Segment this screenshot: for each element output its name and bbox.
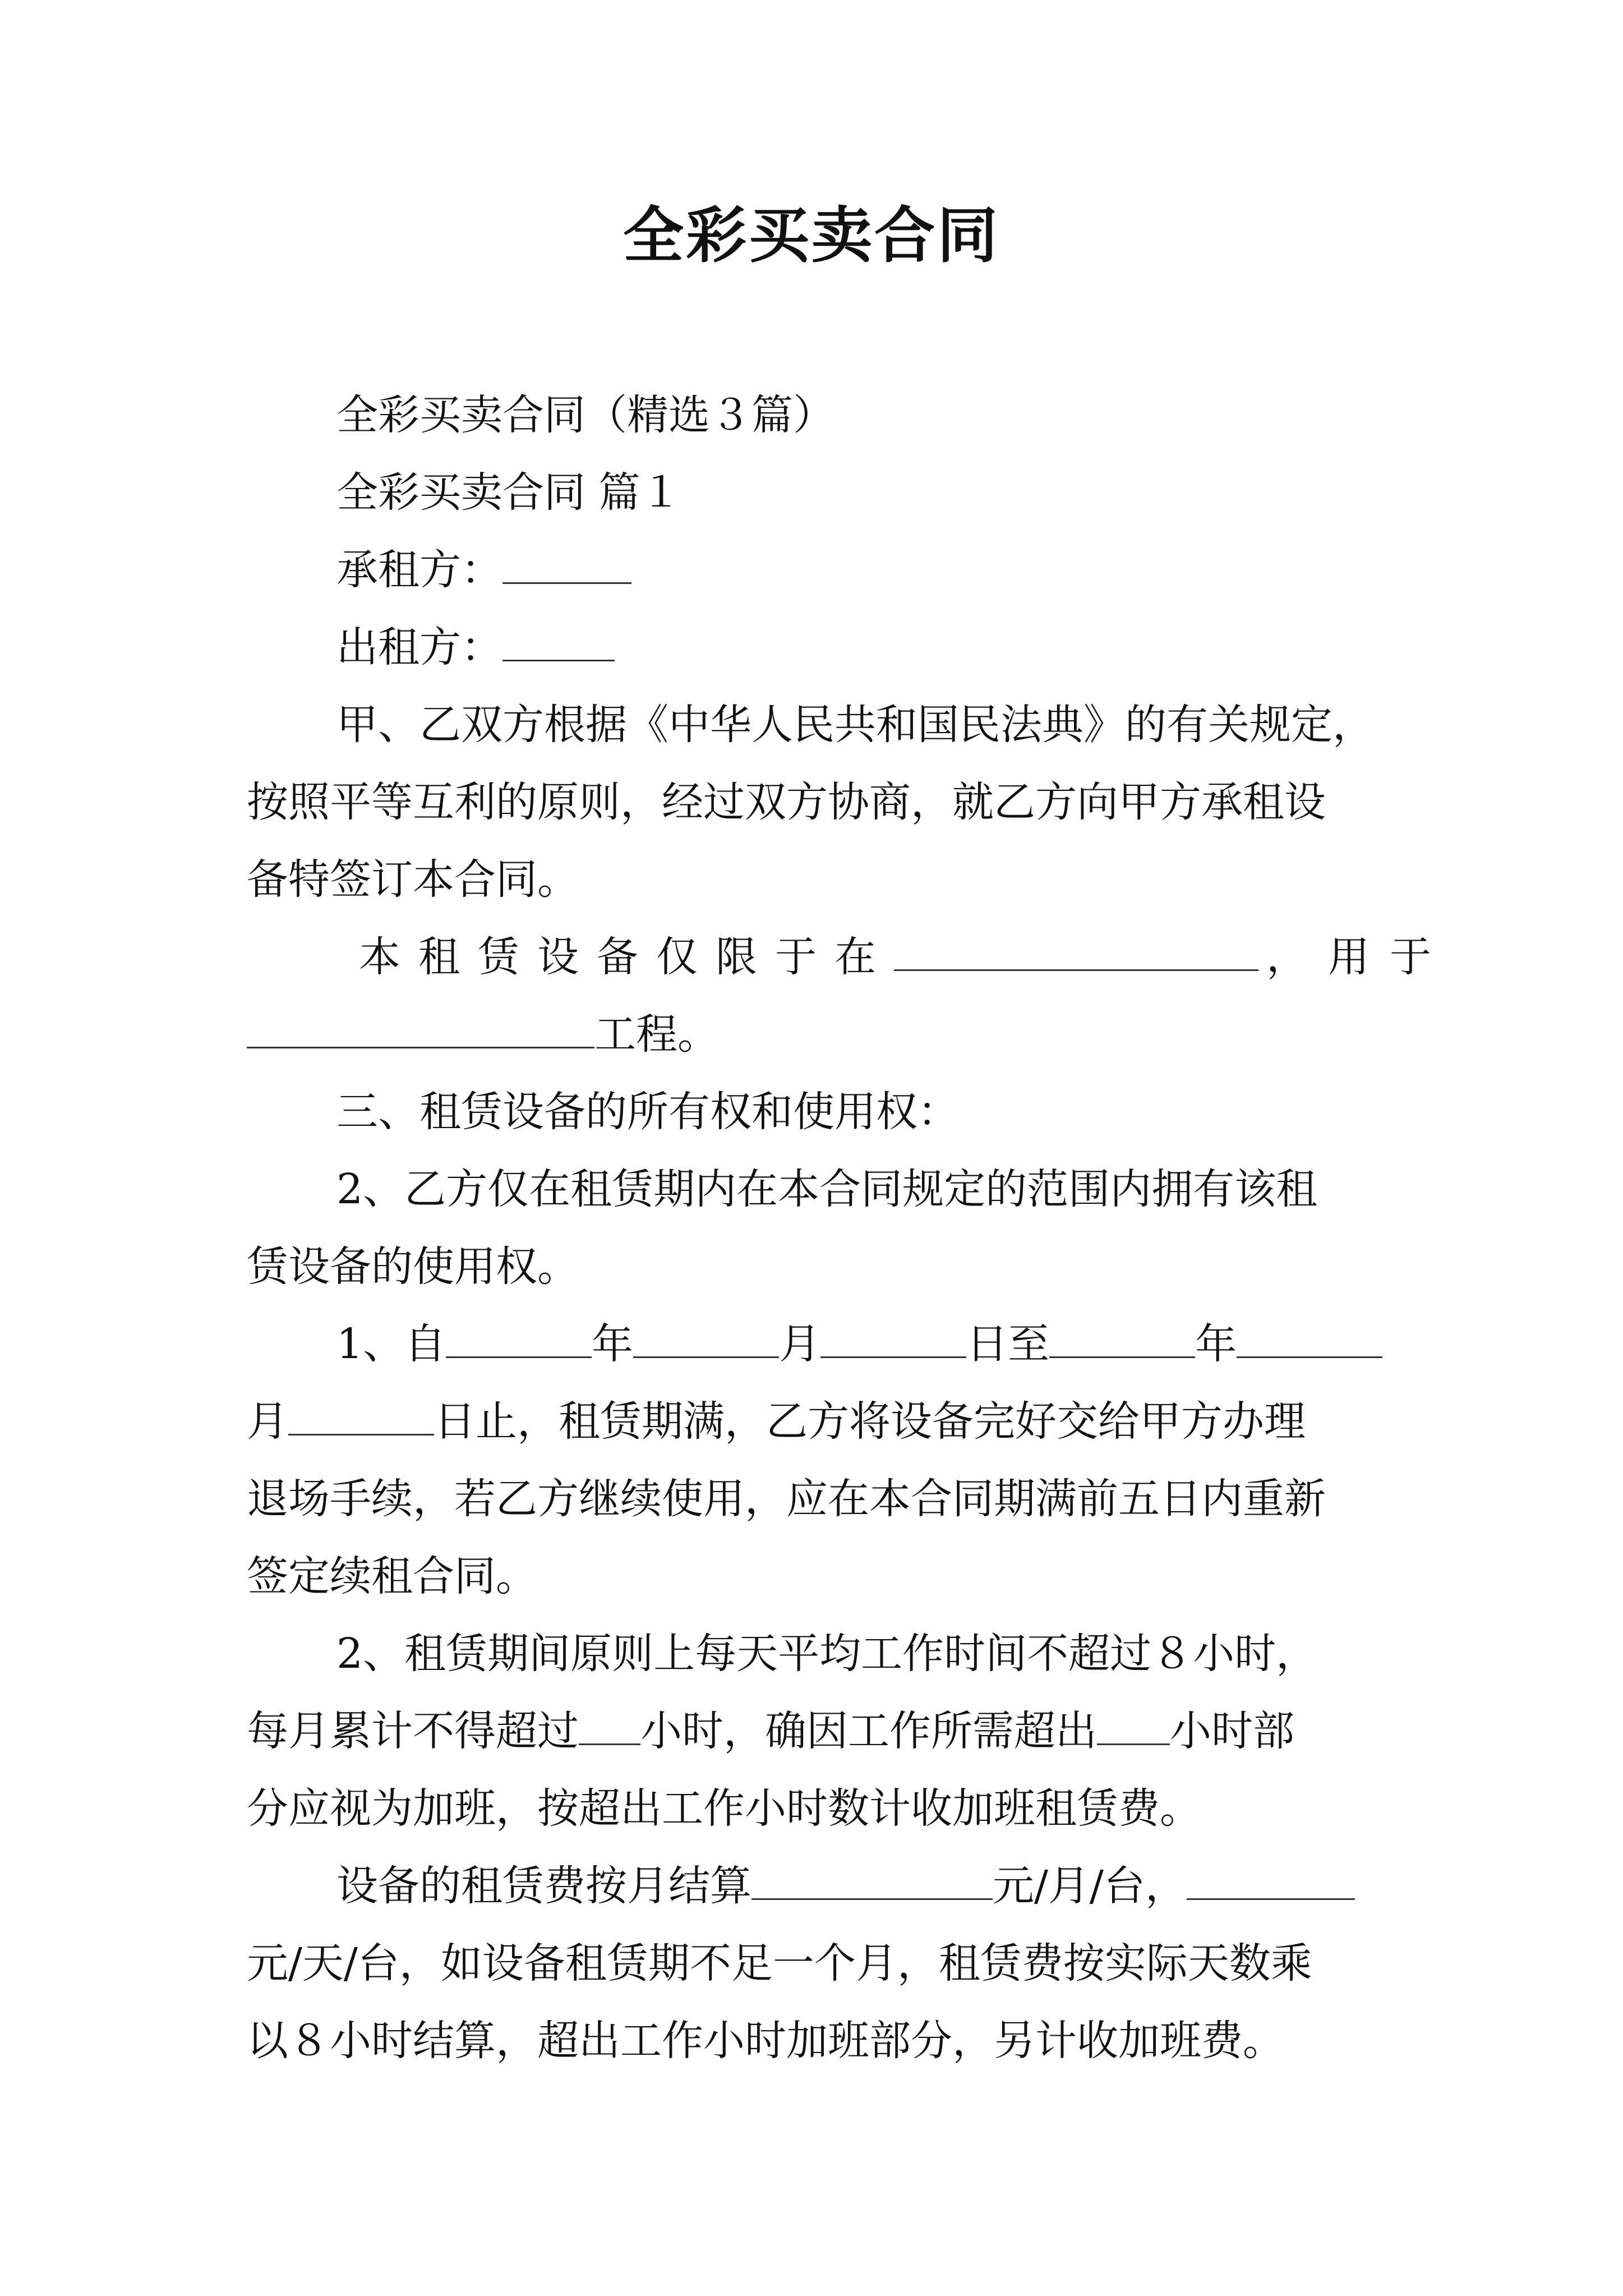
lessor-label: 出租方： (336, 623, 502, 671)
document-title: 全彩买卖合同 (623, 200, 1000, 271)
text-segment: 按照平等互利的原则，经过双方协商，就乙方向甲方承租设 (247, 778, 1326, 826)
text-segment: 全彩买卖合同（精选３篇） (336, 391, 834, 439)
text-segment: 2、乙方仅在租赁期内在本合同规定的范围内拥有该租 (336, 1165, 1318, 1213)
section-heading-part1 (336, 464, 682, 521)
lessee-line (336, 542, 631, 598)
text-segment: 以８小时结算，超出工作小时加班部分，另计收加班费。 (247, 2017, 1284, 2065)
monthly-fee-blank (751, 1861, 993, 1900)
paragraph-line (247, 1780, 1201, 1837)
text-segment: 退场手续，若乙方继续使用，应在本合同期满前五日内重新 (247, 1475, 1326, 1523)
text-segment: 分应视为加班，按超出工作小时数计收加班租赁费。 (247, 1784, 1201, 1833)
paragraph-line (247, 1239, 579, 1295)
text-segment: 三、租赁设备的所有权和使用权： (336, 1088, 959, 1136)
text-segment: 全彩买卖合同 篇１ (336, 468, 682, 517)
text-segment: 月 (779, 1320, 821, 1368)
text-segment: 设备的租赁费按月结算 (336, 1862, 751, 1910)
text-segment: 备特签订本合同。 (247, 855, 579, 904)
lessee-blank (502, 545, 631, 584)
text-segment: 日止，租赁期满，乙方将设备完好交给甲方办理 (434, 1397, 1306, 1446)
text-segment: 每月累计不得超过 (247, 1707, 579, 1755)
lease-period-line (336, 1316, 1382, 1372)
start-day-blank (820, 1319, 966, 1358)
paragraph-line (336, 1161, 1317, 1217)
excess-hours-blank (1097, 1706, 1170, 1745)
paragraph-line (247, 1548, 537, 1604)
lease-period-line (247, 1393, 1306, 1450)
text-segment: 2、租赁期间原则上每天平均工作时间不超过８小时， (336, 1630, 1318, 1678)
subtitle-selected (336, 387, 834, 443)
paragraph-line (247, 774, 1326, 830)
start-month-blank (633, 1319, 779, 1358)
end-year-blank (1049, 1319, 1195, 1358)
fee-line (336, 1858, 1355, 1914)
text-segment: ，用于 (1266, 933, 1451, 981)
text-segment: 元/月/台， (993, 1862, 1187, 1910)
location-line (359, 929, 1451, 985)
monthly-hours-blank (579, 1706, 640, 1745)
text-segment: 月 (247, 1397, 288, 1446)
text-segment: 日至 (966, 1320, 1050, 1368)
end-day-blank (288, 1397, 434, 1435)
start-year-blank (446, 1319, 592, 1358)
lessee-label: 承租方： (336, 546, 502, 594)
text-segment: 年 (1195, 1320, 1237, 1368)
text-segment: 年 (592, 1320, 634, 1368)
lessor-line (336, 619, 615, 675)
paragraph-line (247, 852, 579, 908)
project-blank (247, 1010, 594, 1048)
text-segment: 1、自 (336, 1320, 446, 1368)
paragraph-line (247, 2013, 1284, 2069)
text-segment: 签定续租合同。 (247, 1552, 537, 1600)
end-month-blank (1237, 1319, 1382, 1358)
paragraph-line (247, 1471, 1326, 1527)
paragraph-line (336, 1626, 1317, 1682)
text-segment: 本租赁设备仅限于在 (359, 933, 894, 981)
section-heading (336, 1084, 959, 1140)
text-segment: 甲、乙双方根据《中华人民共和国民法典》的有关规定， (336, 701, 1374, 749)
daily-fee-blank (1187, 1861, 1355, 1900)
lessor-blank (502, 623, 615, 661)
text-segment: 工程。 (594, 1010, 719, 1059)
paragraph-line (247, 1935, 1312, 1991)
text-segment: 元/天/台，如设备租赁期不足一个月，租赁费按实际天数乘 (247, 1939, 1312, 1987)
project-line (247, 1006, 719, 1062)
paragraph-line (336, 697, 1374, 753)
text-segment: 赁设备的使用权。 (247, 1243, 579, 1291)
overtime-line (247, 1703, 1294, 1759)
location-blank (894, 932, 1258, 971)
text-segment: 小时部 (1170, 1707, 1294, 1755)
text-segment: 小时，确因工作所需超出 (640, 1707, 1097, 1755)
